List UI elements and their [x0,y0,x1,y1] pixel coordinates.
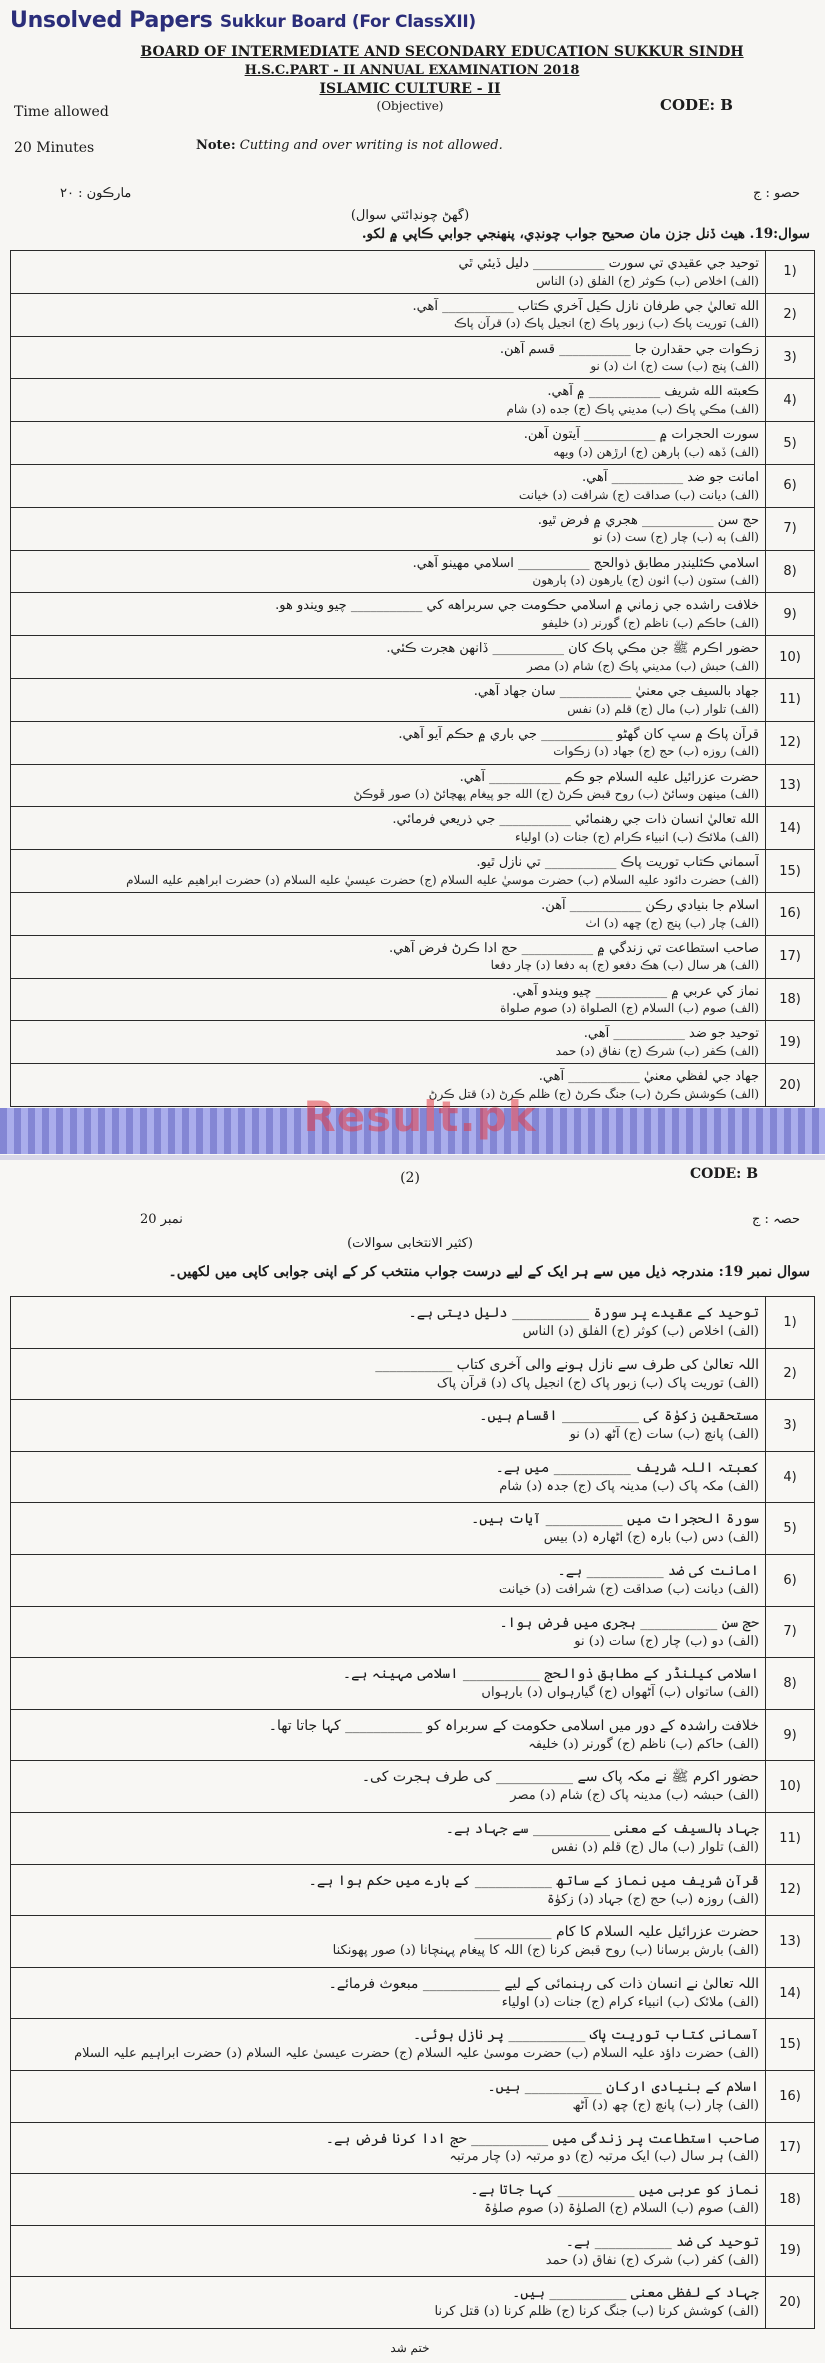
question-text: حج سن ___________ هجري ۾ فرض ٿيو. [537,512,759,528]
question-text: صاحب استطاعت پر زندگی میں ___________ حج ادا کرنا فرض ہے۔ [325,2130,759,2147]
question-text: حضرت عزرائیل علیہ السلام کا کام ___________ [474,1924,759,1941]
question-cell [11,1606,766,1658]
question-table-2 [10,1296,815,2329]
question-number: 19) [766,1021,815,1064]
question-cell [11,1297,766,1349]
question-cell [11,764,766,807]
part-heading-2: (کثیر الانتخابی سوالات) [347,1236,473,1251]
question-cell [11,379,766,422]
question-options: (الف) روزه (ب) حج (ج) جهاد (د) زڪوات [553,744,759,759]
question-number: 2) [766,293,815,336]
question-row [11,2225,815,2277]
question-number: 7) [766,1606,815,1658]
question-row [11,1503,815,1555]
question-options: (الف) ڏهه (ب) ٻارهن (ج) ارڙهن (د) ويهه [553,444,759,459]
objective-label: (Objective) [376,99,444,113]
question-options: (الف) حضرت دائود عليه السلام (ب) حضرت موسيٰ عليه السلام (ج) حضرت عيسيٰ عليه السلام (د) حضرت ابراهيم عليه السلام [126,872,759,887]
question-number: 13) [766,1916,815,1968]
question-options: (الف) صوم (ب) السلام (ج) الصلوٰۃ (د) صوم صلوٰۃ [484,2201,759,2217]
question-number: 6) [766,1554,815,1606]
question-cell [11,2225,766,2277]
question-cell [11,2122,766,2174]
question-cell [11,1658,766,1710]
question-number: 19) [766,2225,815,2277]
question-options: (الف) ڪفر (ب) شرڪ (ج) نفاق (د) حمد [555,1043,759,1058]
question-text: توحيد جي عقيدي تي سورت ___________ دليل ڏيئي ٿي [458,256,759,272]
question-text: توحید کے عقیدے پر سورة ___________ دلیل دیتی ہے۔ [408,1305,759,1322]
question-number: 11) [766,1812,815,1864]
question-options: (الف) دس (ب) بارہ (ج) اٹھارہ (د) بیس [543,1530,759,1546]
question-cell [11,2070,766,2122]
question-options: (الف) کوشش کرنا (ب) جنگ کرنا (ج) ظلم کرنا (د) قتل کرنا [434,2304,759,2320]
question-text: اسلام کے بنیادی ارکان ___________ ہیں۔ [487,2078,759,2095]
question-number: 15) [766,2019,815,2071]
question-row [11,251,815,294]
instruction-2: سوال نمبر 19: مندرجہ ذیل میں سے ہر ایک کے لیے درست جواب منتخب کر کے اپنی جوابی کاپی میں لکھیں۔ [168,1264,810,1280]
question-number: 8) [766,550,815,593]
question-cell [11,1709,766,1761]
question-row [11,1554,815,1606]
question-number: 18) [766,2174,815,2226]
question-row [11,2174,815,2226]
exam-title: H.S.C.PART - II ANNUAL EXAMINATION 2018 [244,63,580,78]
question-row [11,293,815,336]
question-text: جهاد جي لفظي معنيٰ ___________ آهي. [538,1069,759,1085]
question-cell [11,2019,766,2071]
question-cell [11,1554,766,1606]
question-number: 1) [766,251,815,294]
site-title: Unsolved Papers Sukkur Board (For ClassXII) [10,8,476,33]
question-options: (الف) مينهن وسائڻ (ب) روح قبض ڪرڻ (ج) الله جو پيغام پهچائڻ (د) صور ڦوڪڻ [353,787,759,802]
question-row [11,1658,815,1710]
section-label-2: حصہ : ج [752,1212,800,1227]
question-text: اسلامي ڪئلينڊر مطابق ذوالحج ___________ اسلامي مهينو آهي. [412,555,759,571]
question-text: خلافت راشدہ کے دور میں اسلامی حکومت کے سربراہ کو ___________ کہا جاتا تھا۔ [268,1717,759,1734]
question-options: (الف) هر سال (ب) هڪ دفعو (ج) ٻه دفعا (د) چار دفعا [490,958,759,973]
question-text: امانت کی ضد ___________ ہے۔ [557,1563,759,1580]
question-number: 20) [766,1064,815,1107]
paper-code: CODE: B [660,96,733,114]
question-cell [11,2174,766,2226]
question-cell [11,978,766,1021]
question-options: (الف) چار (ب) پنج (ج) ڇهه (د) اٺ [585,915,759,930]
question-number: 1) [766,1297,815,1349]
question-text: الله تعاليٰ جي طرفان نازل ڪيل آخري ڪتاب ___________ آهي. [412,298,759,314]
question-number: 7) [766,507,815,550]
question-row [11,1916,815,1968]
question-options: (الف) اخلاص (ب) ڪوثر (ج) الفلق (د) الناس [536,273,759,288]
question-options: (الف) کفر (ب) شرک (ج) نفاق (د) حمد [545,2252,759,2268]
question-cell [11,892,766,935]
question-number: 20) [766,2277,815,2329]
question-options: (الف) پنج (ب) ست (ج) اٺ (د) نو [590,359,759,374]
question-cell [11,1864,766,1916]
note-label: Note: [196,138,236,153]
question-row [11,678,815,721]
question-cell [11,1812,766,1864]
urdu-question-paper [0,1160,825,2363]
question-row [11,1864,815,1916]
question-text: جهاد بالسيف جي معنيٰ ___________ سان جهاد آهي. [473,684,759,699]
question-cell [11,678,766,721]
question-number: 13) [766,764,815,807]
question-options: (الف) ملائڪ (ب) انبياء ڪرام (ج) جنات (د) اولياء [514,829,759,844]
question-text: قرآن پاڪ ۾ سڀ کان گهڻو ___________ جي باري ۾ حڪم آيو آهي. [398,726,759,742]
subject-title: ISLAMIC CULTURE - II [319,81,501,97]
question-number: 14) [766,1967,815,2019]
paper-code-2: CODE: B [690,1166,759,1182]
question-number: 8) [766,1658,815,1710]
question-row [11,1606,815,1658]
question-row [11,2277,815,2329]
question-number: 12) [766,721,815,764]
question-cell [11,1967,766,2019]
sindhi-question-paper [0,0,825,1155]
question-number: 10) [766,1761,815,1813]
question-text: سورة الحجرات میں ___________ آیات ہیں۔ [471,1511,759,1528]
question-options: (الف) ملائک (ب) انبیاء کرام (ج) جنات (د) اولیاء [501,1994,759,2010]
question-cell [11,293,766,336]
question-text: حج سن ___________ ہجری میں فرض ہوا۔ [499,1614,759,1631]
question-row [11,379,815,422]
question-row [11,935,815,978]
question-cell [11,422,766,465]
question-text: صاحب استطاعت تي زندگي ۾ ___________ حج ادا ڪرڻ فرض آهي. [389,940,759,956]
question-row [11,464,815,507]
question-number: 14) [766,807,815,850]
time-allowed-label: Time allowed [14,104,109,120]
question-row [11,2122,815,2174]
question-options: (الف) ديانت (ب) صداقت (ج) شرافت (د) خيانت [518,487,759,502]
question-row [11,978,815,1021]
question-row [11,1761,815,1813]
question-text: حضرت عزرائيل عليه السلام جو ڪم ___________ آهي. [459,769,759,785]
question-cell [11,1451,766,1503]
question-options: (الف) حبش (ب) مديني پاڪ (ج) شام (د) مصر [526,658,759,673]
question-cell [11,2277,766,2329]
question-options: (الف) پانچ (ب) سات (ج) آٹھ (د) نو [569,1427,759,1443]
question-text: آسماني ڪتاب توريت پاڪ ___________ تي نازل ٿيو. [476,855,759,871]
question-text: توحید کی ضد ___________ ہے۔ [565,2233,759,2250]
question-options: (الف) روزہ (ب) حج (ج) جہاد (د) زکوٰۃ [546,1891,759,1907]
question-row [11,1297,815,1349]
question-row [11,422,815,465]
question-row [11,507,815,550]
question-text: اللہ تعالیٰ کی طرف سے نازل ہونے والی آخری کتاب ___________ [375,1356,759,1373]
question-cell [11,807,766,850]
question-number: 16) [766,2070,815,2122]
question-number: 9) [766,1709,815,1761]
question-row [11,593,815,636]
question-options: (الف) حاڪم (ب) ناظم (ج) گورنر (د) خليفو [542,615,759,630]
question-cell [11,1400,766,1452]
question-cell [11,1761,766,1813]
question-number: 17) [766,935,815,978]
question-row [11,1812,815,1864]
question-number: 5) [766,1503,815,1555]
question-options: (الف) اخلاص (ب) کوثر (ج) الفلق (د) الناس [522,1323,759,1339]
question-text: الله تعاليٰ انسان ذات جي رهنمائي ___________ جي ذريعي فرمائي. [392,812,759,828]
question-number: 15) [766,850,815,893]
question-cell [11,251,766,294]
question-row [11,1021,815,1064]
question-options: (الف) تلوار (ب) مال (ج) قلم (د) نفس [551,1839,759,1855]
question-row [11,1709,815,1761]
marks-label: مارڪون : ٢٠ [60,186,132,201]
question-cell [11,550,766,593]
question-text: جہاد بالسیف کے معنی ___________ سے جہاد ہے۔ [445,1821,759,1838]
section-label: حصو : ج [752,186,800,201]
question-options: (الف) دو (ب) چار (ج) سات (د) نو [574,1633,759,1649]
question-text: امانت جو ضد ___________ آهي. [582,470,759,486]
question-table [10,250,815,1107]
question-options: (الف) توريت پاڪ (ب) زبور پاڪ (ج) انجيل پاڪ (د) قرآن پاڪ [454,316,759,331]
question-number: 2) [766,1348,815,1400]
question-text: خلافت راشده جي زماني ۾ اسلامي حڪومت جي سربراهه کي ___________ چيو ويندو هو. [275,598,759,614]
question-row [11,721,815,764]
question-text: زڪوات جي حقدارن جا ___________ قسم آهن. [499,341,759,357]
question-options: (الف) مڪي پاڪ (ب) مديني پاڪ (ج) جده (د) شام [506,401,759,416]
question-text: توحيد جو ضد ___________ آهي. [583,1026,759,1042]
question-number: 3) [766,336,815,379]
question-row [11,1967,815,2019]
note-text: Cutting and over writing is not allowed. [239,138,503,153]
question-cell [11,636,766,679]
question-text: حضور اڪرم ﷺ جن مڪي پاڪ کان ___________ ڏانهن هجرت ڪئي. [386,641,759,657]
question-row [11,2070,815,2122]
question-cell [11,336,766,379]
instruction: سوال:19. هيٺ ڏنل جزن مان صحيح جواب چونڊي، پنهنجي جوابي ڪاپي ۾ لکو. [361,226,810,242]
question-text: سورت الحجرات ۾ ___________ آيتون آهن. [523,427,759,443]
question-options: (الف) حاکم (ب) ناظم (ج) گورنر (د) خلیفہ [528,1736,759,1752]
question-text: نماز کو عربی میں ___________ کہا جاتا ہے۔ [470,2182,759,2199]
question-number: 4) [766,379,815,422]
question-text: ڪعبته الله شريف ___________ ۾ آهي. [547,384,759,400]
question-number: 10) [766,636,815,679]
question-text: آسمانی کتاب توریت پاک ___________ پر نازل ہوئی۔ [412,2027,759,2044]
question-options: (الف) مکہ پاک (ب) مدینہ پاک (ج) جدہ (د) شام [499,1478,759,1494]
question-row [11,850,815,893]
question-text: اللہ تعالیٰ نے انسان ذات کی رہنمائی کے لیے ___________ مبعوث فرمائے۔ [328,1975,759,1992]
question-cell [11,464,766,507]
question-options: (الف) صوم (ب) السلام (ج) الصلواة (د) صوم صلواة [500,1001,759,1016]
note [196,138,503,153]
question-text: کعبتہ اللہ شریف ___________ میں ہے۔ [495,1459,759,1476]
part-heading: (گھڻ چونڊائتي سوال) [350,208,470,223]
question-text: جہاد کے لفظی معنی ___________ ہیں۔ [512,2285,759,2302]
question-row [11,764,815,807]
question-text: اسلامی کیلنڈر کے مطابق ذوالحج ___________ اسلامی مہینہ ہے۔ [342,1666,759,1683]
question-options: (الف) ستون (ب) اٺون (ج) يارهون (د) ٻارهون [532,573,759,588]
question-number: 17) [766,2122,815,2174]
question-row [11,892,815,935]
question-number: 16) [766,892,815,935]
question-text: قرآن شریف میں نماز کے ساتھ ___________ کے بارے میں حکم ہوا ہے۔ [308,1872,759,1889]
question-cell [11,1916,766,1968]
question-row [11,1400,815,1452]
question-options: (الف) چار (ب) پانچ (ج) چھ (د) آٹھ [572,2097,759,2113]
question-row [11,807,815,850]
question-options: (الف) حضرت داؤد علیہ السلام (ب) حضرت موسیٰ علیہ السلام (ج) حضرت عیسیٰ علیہ السلام (د) حضرت ابراہیم علیہ السلام [74,2046,759,2062]
question-number: 5) [766,422,815,465]
question-number: 3) [766,1400,815,1452]
question-row [11,2019,815,2071]
question-number: 18) [766,978,815,1021]
question-cell [11,721,766,764]
time-allowed-value: 20 Minutes [14,140,95,156]
question-options: (الف) بارش برسانا (ب) روح قبض کرنا (ج) اللہ کا پیغام پہنچانا (د) صور پھونکنا [332,1943,759,1959]
marks-label-2: نمبر 20 [140,1212,183,1227]
question-options: (الف) ساتواں (ب) آٹھواں (ج) گیارہواں (د) بارہواں [481,1685,759,1701]
question-cell [11,850,766,893]
question-cell [11,593,766,636]
question-cell [11,1503,766,1555]
question-number: 12) [766,1864,815,1916]
question-row [11,636,815,679]
question-cell [11,507,766,550]
question-options: (الف) دیانت (ب) صداقت (ج) شرافت (د) خیانت [498,1581,759,1597]
question-options: (الف) تلوار (ب) مال (ج) قلم (د) نفس [567,701,759,716]
question-number: 9) [766,593,815,636]
watermark: Result.pk [303,1092,537,1141]
question-cell [11,935,766,978]
question-options: (الف) ڪوشش ڪرڻ (ب) جنگ ڪرڻ (ج) ظلم ڪرڻ (د) قتل ڪرڻ [428,1086,759,1101]
question-row [11,1451,815,1503]
question-options: (الف) حبشہ (ب) مدینہ پاک (ج) شام (د) مصر [510,1788,759,1804]
question-row [11,336,815,379]
board-name: BOARD OF INTERMEDIATE AND SECONDARY EDUCATION SUKKUR SINDH [140,44,744,60]
question-options: (الف) ٻه (ب) چار (ج) ست (د) نو [593,530,759,545]
question-number: 6) [766,464,815,507]
question-row [11,1348,815,1400]
question-row [11,550,815,593]
question-number: 4) [766,1451,815,1503]
question-cell [11,1021,766,1064]
question-number: 11) [766,678,815,721]
question-options: (الف) ہر سال (ب) ایک مرتبہ (ج) دو مرتبہ (د) چار مرتبہ [449,2149,759,2165]
question-text: مستحقین زکوٰۃ کی ___________ اقسام ہیں۔ [479,1408,759,1425]
question-options: (الف) توریت پاک (ب) زبور پاک (ج) انجیل پاک (د) قرآن پاک [436,1375,759,1391]
question-text: حضور اکرم ﷺ نے مکہ پاک سے ___________ کی طرف ہجرت کی۔ [361,1769,759,1786]
question-text: اسلام جا بنيادي رڪن ___________ آهن. [541,897,759,913]
question-text: نماز کي عربي ۾ ___________ چيو ويندو آهي. [512,983,759,999]
site-subtitle: Sukkur Board (For ClassXII) [219,12,476,32]
page-number: (2) [400,1170,420,1186]
question-cell [11,1348,766,1400]
end-mark: ختم شد [390,2341,430,2355]
